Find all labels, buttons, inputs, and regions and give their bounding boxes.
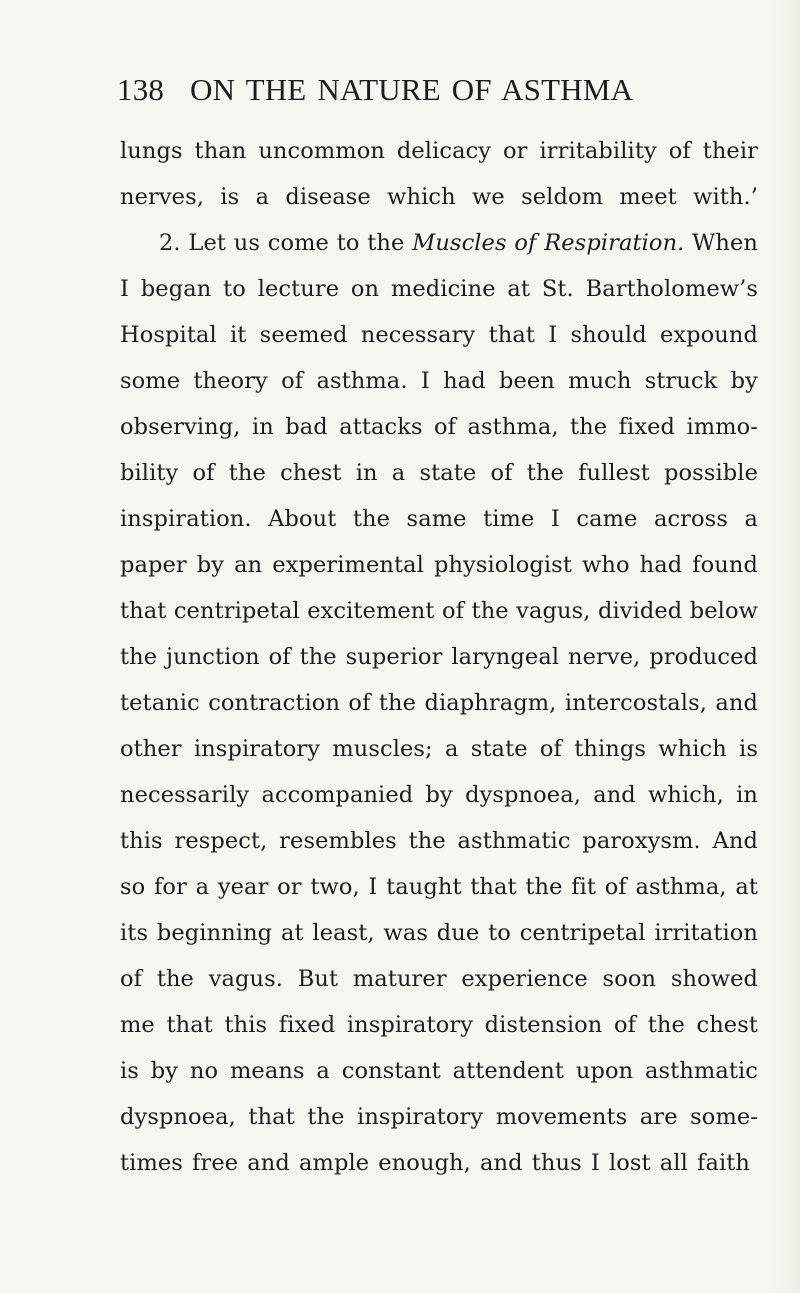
text-line-13: tetanic contraction of the diaphragm, intercostals, and [120, 690, 758, 716]
text-line-22: dyspnoea, that the inspiratory movements are some- [120, 1104, 758, 1130]
text-line-4: I began to lecture on medicine at St. Bartholomew’s [120, 276, 758, 302]
text-line-15: necessarily accompanied by dyspnoea, and which, in [120, 782, 758, 808]
text-line-19: of the vagus. But maturer experience soon showed [120, 966, 758, 992]
text-line-8: bility of the chest in a state of the fullest possible [120, 460, 758, 486]
text-line-5: Hospital it seemed necessary that I should expound [120, 322, 758, 348]
text-line-17: so for a year or two, I taught that the fit of asthma, at [120, 874, 758, 900]
page-header [117, 70, 657, 110]
text-line-6: some theory of asthma. I had been much struck by [120, 368, 758, 394]
text-line-10: paper by an experimental physiologist who had found [120, 552, 758, 578]
text-line-2: nerves, is a disease which we seldom meet with.’ [120, 184, 758, 210]
section-number-prefix: 2. Let us come to the [159, 230, 413, 256]
text-line-21: is by no means a constant attendent upon asthmatic [120, 1058, 758, 1084]
text-line-20: me that this fixed inspiratory distension of the chest [120, 1012, 758, 1038]
text-line-23: times free and ample enough, and thus I lost all faith [120, 1150, 750, 1176]
text-line-18: its beginning at least, was due to centripetal irritation [120, 920, 758, 946]
text-line-11: that centripetal excitement of the vagus, divided below [120, 598, 758, 624]
running-title: ON THE NATURE OF ASTHMA [190, 72, 634, 107]
text-line-9: inspiration. About the same time I came across a [120, 506, 758, 532]
page-number: 138 [117, 72, 165, 107]
section-heading-italic: Muscles of Respiration. [412, 230, 685, 256]
text-line-1: lungs than uncommon delicacy or irritability of their [120, 138, 758, 164]
text-line-14: other inspiratory muscles; a state of things which is [120, 736, 758, 762]
text-line-12: the junction of the superior laryngeal nerve, produced [120, 644, 758, 670]
paragraph-start-line [159, 223, 758, 263]
text-line-16: this respect, resembles the asthmatic paroxysm. And [120, 828, 758, 854]
line-suffix: When [684, 230, 759, 256]
text-line-7: observing, in bad attacks of asthma, the fixed immo- [120, 414, 758, 440]
